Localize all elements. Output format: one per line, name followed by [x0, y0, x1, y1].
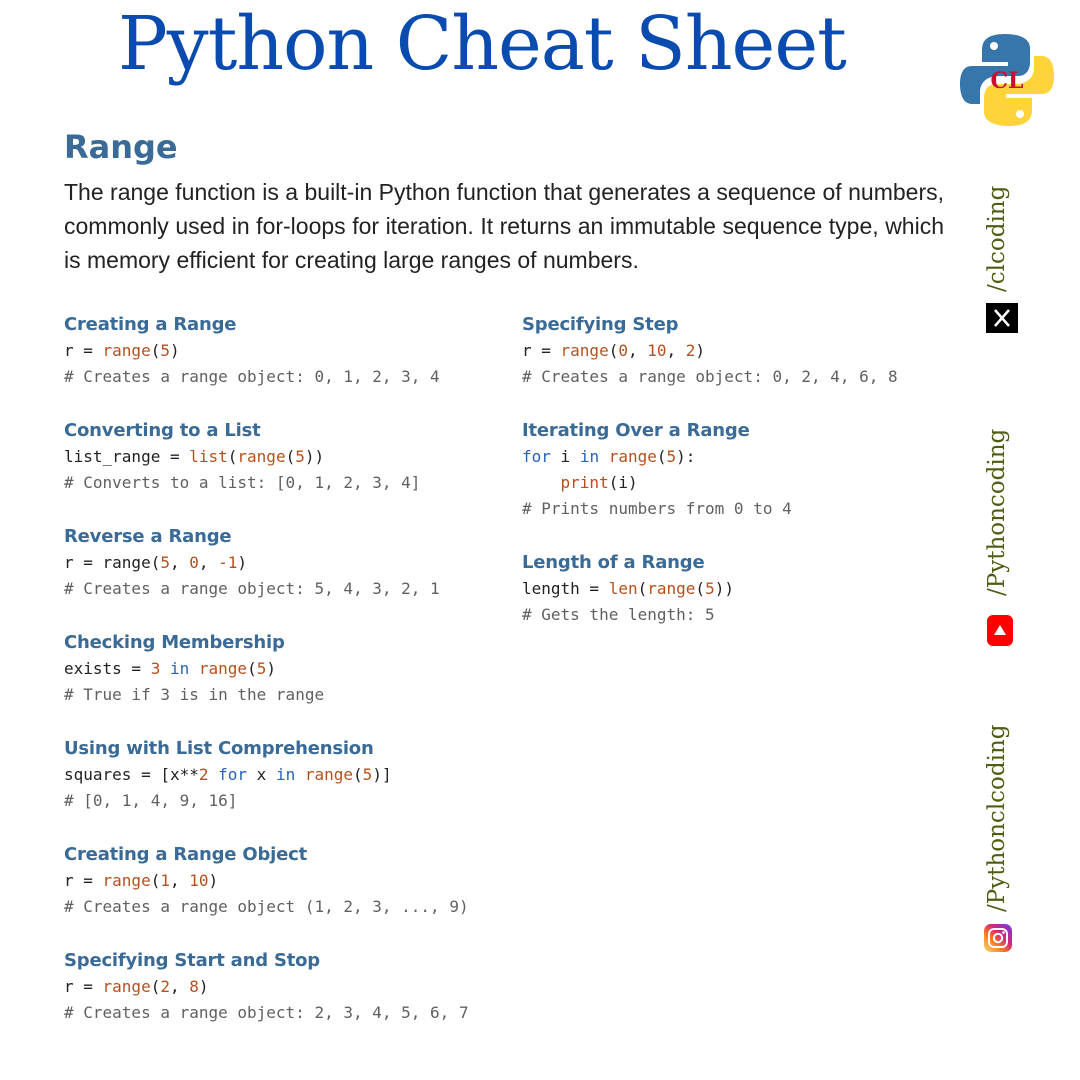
python-logo [958, 32, 1056, 128]
snippet-title: Converting to a List [64, 420, 261, 441]
code-comment: # True if 3 is in the range [64, 685, 325, 704]
snippet-title: Using with List Comprehension [64, 738, 374, 759]
code-line: r = range(2, 8) [64, 977, 209, 996]
code-line: squares = [x**2 for x in range(5)] [64, 765, 392, 784]
code-comment: # Creates a range object: 5, 4, 3, 2, 1 [64, 579, 440, 598]
snippet-title: Specifying Step [522, 314, 679, 335]
section-heading: Range [64, 128, 178, 166]
snippet-start-stop [64, 948, 514, 1026]
sidebar-handle-youtube[interactable]: /Pythoncoding [984, 428, 1010, 596]
logo-text: CL [990, 68, 1024, 94]
snippet-title: Creating a Range [64, 314, 237, 335]
code-comment: # Converts to a list: [0, 1, 2, 3, 4] [64, 473, 421, 492]
youtube-icon[interactable] [987, 615, 1013, 646]
snippet-title: Length of a Range [522, 552, 705, 573]
snippet-reverse-range [64, 524, 514, 602]
code-comment: # Prints numbers from 0 to 4 [522, 499, 792, 518]
snippet-length [522, 550, 952, 628]
snippet-title: Checking Membership [64, 632, 285, 653]
code-comment: # Creates a range object: 0, 2, 4, 6, 8 [522, 367, 898, 386]
snippet-list-comprehension [64, 736, 514, 814]
snippet-iterating [522, 418, 952, 522]
right-column [522, 312, 952, 656]
code-comment: # Gets the length: 5 [522, 605, 715, 624]
snippet-title: Reverse a Range [64, 526, 232, 547]
code-comment: # Creates a range object (1, 2, 3, ..., 9) [64, 897, 469, 916]
code-line: for i in range(5): [522, 447, 696, 466]
code-line: r = range(1, 10) [64, 871, 219, 890]
code-line: r = range(5, 0, -1) [64, 553, 248, 572]
snippet-title: Creating a Range Object [64, 844, 308, 865]
x-icon[interactable] [986, 303, 1018, 333]
snippet-creating-range [64, 312, 514, 390]
snippet-range-object [64, 842, 514, 920]
snippet-title: Iterating Over a Range [522, 420, 750, 441]
code-comment: # Creates a range object: 2, 3, 4, 5, 6, 7 [64, 1003, 469, 1022]
sidebar-handle-x[interactable]: /clcoding [984, 185, 1010, 292]
sidebar-handle-instagram[interactable]: /Pythonclcoding [984, 724, 1010, 912]
code-comment: # Creates a range object: 0, 1, 2, 3, 4 [64, 367, 440, 386]
snippet-title: Specifying Start and Stop [64, 950, 320, 971]
main-title: Python Cheat Sheet [118, 1, 846, 87]
intro-paragraph: The range function is a built-in Python function that generates a sequence of numbers, commonly used in for-loops for iteration. It returns an immutable sequence type, which is memory efficient for creating large ranges of numbers. [64, 179, 944, 273]
code-line: print(i) [560, 473, 638, 492]
code-line: r = range(5) [64, 341, 180, 360]
snippet-specifying-step [522, 312, 952, 390]
code-line: r = range(0, 10, 2) [522, 341, 706, 360]
code-comment: # [0, 1, 4, 9, 16] [64, 791, 238, 810]
code-line: list_range = list(range(5)) [64, 447, 325, 466]
left-column [64, 312, 514, 1054]
instagram-icon[interactable] [984, 924, 1012, 952]
code-line: exists = 3 in range(5) [64, 659, 276, 678]
code-line: length = len(range(5)) [522, 579, 734, 598]
snippet-checking-membership [64, 630, 514, 708]
snippet-converting-list [64, 418, 514, 496]
